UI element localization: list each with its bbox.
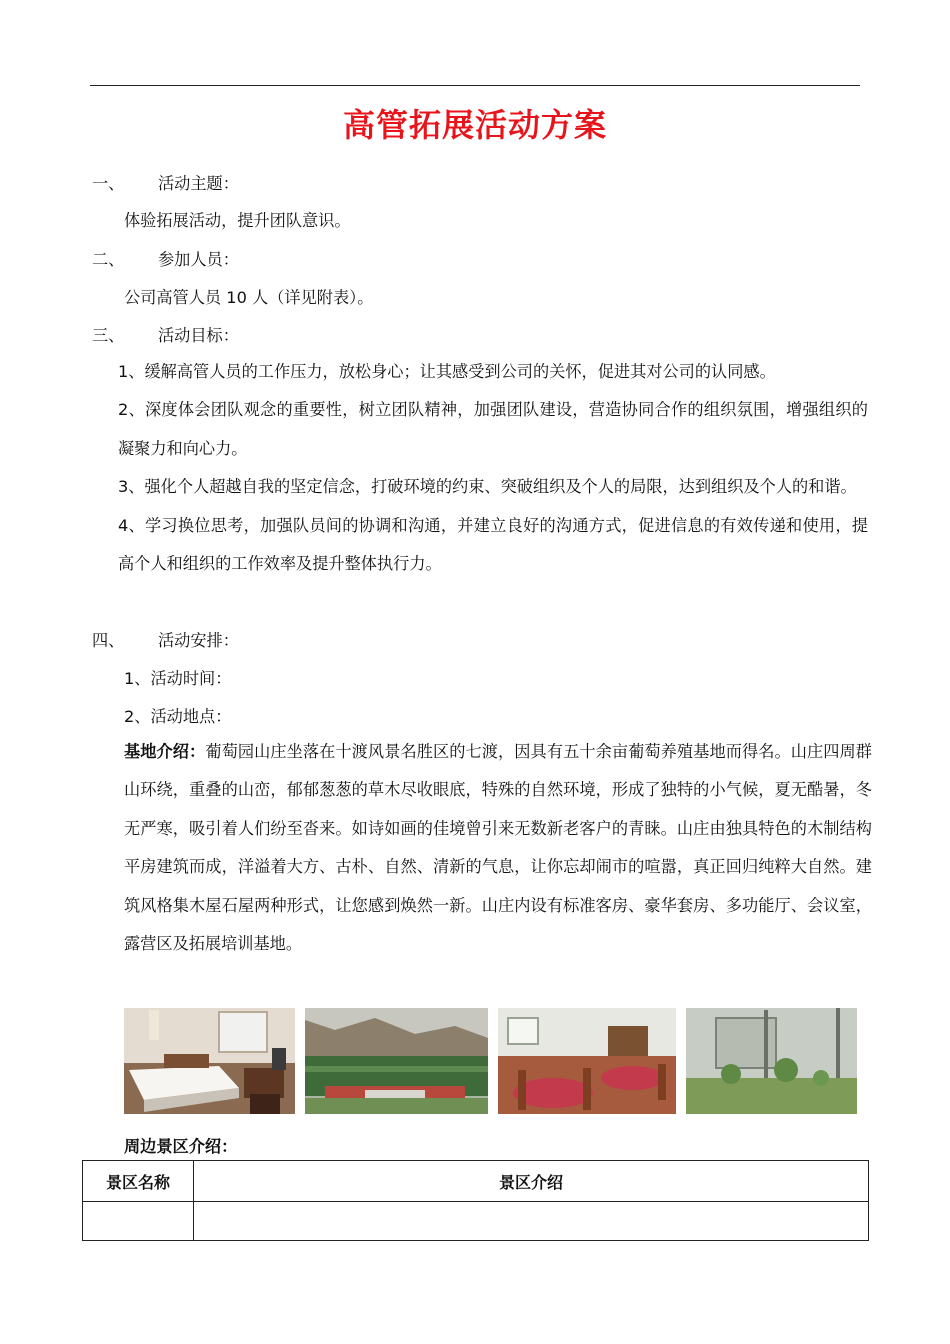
dining-hall-photo bbox=[498, 1008, 676, 1114]
section-heading: 活动安排： bbox=[158, 631, 239, 650]
base-intro-text: 葡萄园山庄坐落在十渡风景名胜区的七渡，因具有五十余亩葡萄养殖基地而得名。山庄四周群山环绕，重叠的山峦，郁郁葱葱的草木尽收眼底，特殊的自然环境，形成了独特的小气候，夏无酷暑，冬无严寒，吸引着人们纷至沓来。如诗如画的佳境曾引来无数新老客户的青睐。山庄由独具特色的木制结构平房建筑而成，洋溢着大方、古朴、自然、清新的气息，让你忘却闹市的喧嚣，真正回归纯粹大自然。建筑风格集木屋石屋两种形式，让您感到焕然一新。山庄内设有标准客房、豪华套房、多功能厅、会议室，露营区及拓展培训基地。 bbox=[124, 742, 872, 954]
section-heading: 活动目标： bbox=[158, 326, 239, 345]
goal-item: 4、学习换位思考，加强队员间的协调和沟通，并建立良好的沟通方式，促进信息的有效传递和使用，提高个人和组织的工作效率及提升整体执行力。 bbox=[118, 515, 868, 574]
goals-list bbox=[118, 353, 868, 583]
table-cell bbox=[194, 1202, 869, 1241]
section-heading: 参加人员： bbox=[158, 250, 239, 269]
section-number: 二、 bbox=[92, 250, 125, 269]
base-intro bbox=[124, 733, 872, 963]
section-number: 四、 bbox=[92, 631, 125, 650]
schedule-time: 1、活动时间： bbox=[124, 669, 232, 688]
table-cell bbox=[83, 1202, 194, 1241]
participants-text: 公司高管人员 10 人（详见附表）。 bbox=[124, 288, 374, 307]
base-intro-label: 基地介绍： bbox=[124, 742, 206, 761]
header-rule bbox=[90, 85, 860, 86]
goal-item: 3、强化个人超越自我的坚定信念，打破环境的约束、突破组织及个人的局限，达到组织及个人的和谐。 bbox=[118, 477, 857, 497]
scenic-heading: 周边景区介绍： bbox=[124, 1137, 238, 1156]
section-number: 一、 bbox=[92, 174, 125, 193]
training-ground-photo bbox=[686, 1008, 857, 1114]
table-row bbox=[83, 1202, 869, 1241]
theme-text: 体验拓展活动，提升团队意识。 bbox=[124, 211, 351, 230]
guest-room-photo bbox=[124, 1008, 295, 1114]
column-header: 景区名称 bbox=[83, 1161, 194, 1202]
scenic-table bbox=[82, 1160, 869, 1241]
goal-item: 1、缓解高管人员的工作压力，放松身心；让其感受到公司的关怀，促进其对公司的认同感。 bbox=[118, 362, 776, 381]
section-heading: 活动主题： bbox=[158, 174, 239, 193]
section-number: 三、 bbox=[92, 326, 125, 345]
table-header-row bbox=[83, 1161, 869, 1202]
schedule-place: 2、活动地点： bbox=[124, 707, 232, 726]
column-header: 景区介绍 bbox=[194, 1161, 869, 1202]
page-title: 高管拓展活动方案 bbox=[342, 106, 607, 144]
goal-item: 2、深度体会团队观念的重要性，树立团队精神，加强团队建设，营造协同合作的组织氛围，增强组织的凝聚力和向心力。 bbox=[118, 400, 868, 458]
mountain-resort-photo bbox=[305, 1008, 488, 1114]
